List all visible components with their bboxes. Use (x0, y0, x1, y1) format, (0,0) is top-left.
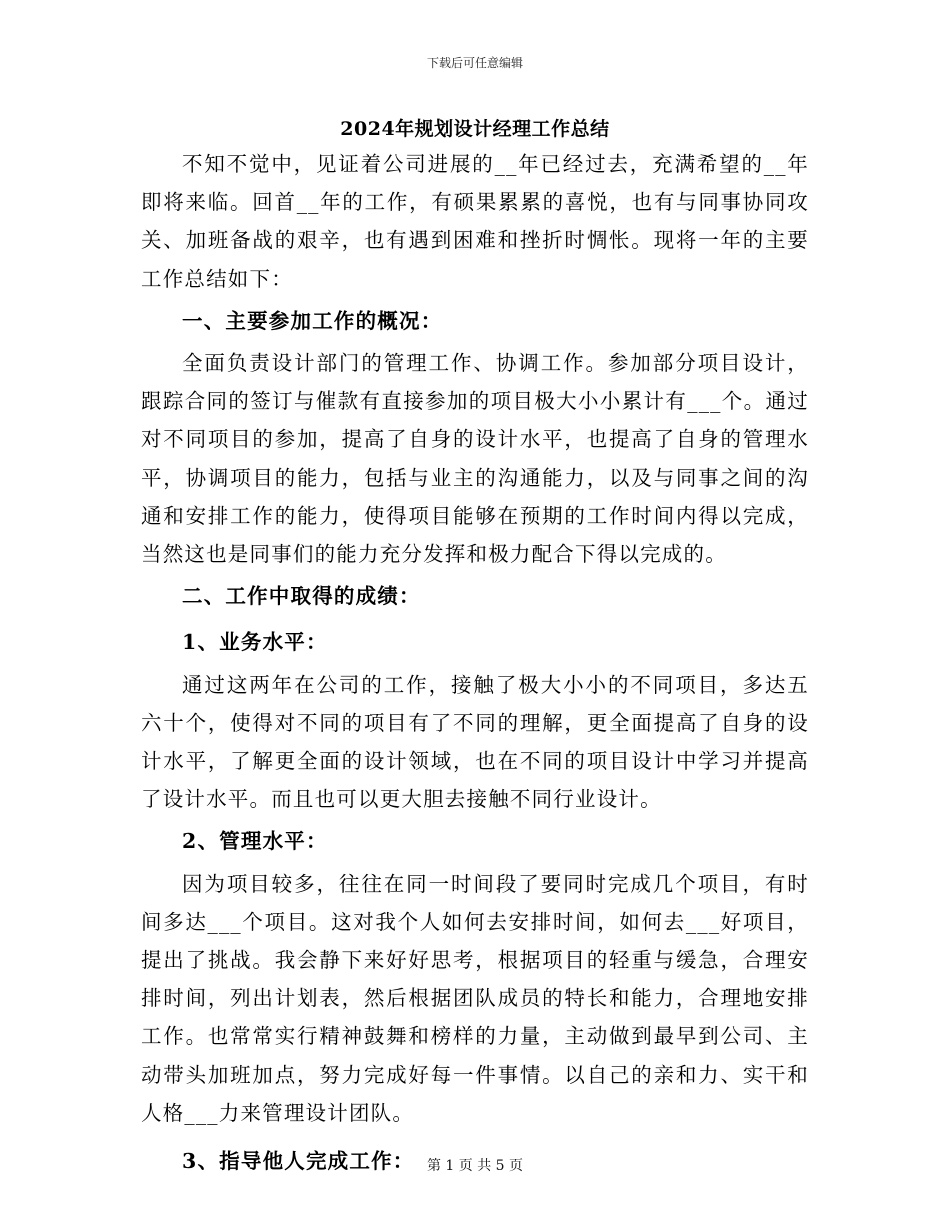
intro-paragraph: 不知不觉中，见证着公司进展的__年已经过去，充满希望的__年即将来临。回首__年的工作，有硕果累累的喜悦，也有与同事协同攻关、加班备战的艰辛，也有遇到困难和挫折时惆怅。现将一年的主要工作总结如下： (141, 152, 809, 291)
document-body (141, 145, 809, 1184)
management-paragraph: 因为项目较多，往往在同一时间段了要同时完成几个项目，有时间多达___个项目。这对我个人如何去安排时间，如何去___好项目，提出了挑战。我会静下来好好思考，根据项目的轻重与缓急，合理安排时间，列出计划表，然后根据团队成员的特长和能力，合理地安排工作。也常常实行精神鼓舞和榜样的力量，主动做到最早到公司、主动带头加班加点，努力完成好每一件事情。以自己的亲和力、实干和人格___力来管理设计团队。 (141, 871, 809, 1125)
overview-paragraph: 全面负责设计部门的管理工作、协调工作。参加部分项目设计，跟踪合同的签订与催款有直接参加的项目极大小小累计有___个。通过对不同项目的参加，提高了自身的设计水平，也提高了自身的管理水平，协调项目的能力，包括与业主的沟通能力，以及与同事之间的沟通和安排工作的能力，使得项目能够在预期的工作时间内得以完成，当然这也是同事们的能力充分发挥和极力配合下得以完成的。 (141, 351, 809, 567)
subsection-heading-guidance: 3、指导他人完成工作： (182, 1149, 415, 1174)
section-heading-achievements: 二、工作中取得的成绩： (182, 584, 421, 609)
subsection-heading-business: 1、业务水平： (182, 630, 328, 655)
header-note: 下载后可任意编辑 (426, 56, 523, 70)
document-title: 2024年规划设计经理工作总结 (340, 118, 610, 140)
page-footer: 第 1 页 共 5 页 (426, 1158, 524, 1174)
section-heading-overview: 一、主要参加工作的概况： (182, 308, 443, 333)
subsection-heading-management: 2、管理水平： (182, 829, 328, 854)
business-paragraph: 通过这两年在公司的工作，接触了极大小小的不同项目，多达五六十个，使得对不同的项目有了不同的理解，更全面提高了自身的设计水平，了解更全面的设计领域，也在不同的项目设计中学习并提高了设计水平。而且也可以更大胆去接触不同行业设计。 (141, 672, 809, 812)
